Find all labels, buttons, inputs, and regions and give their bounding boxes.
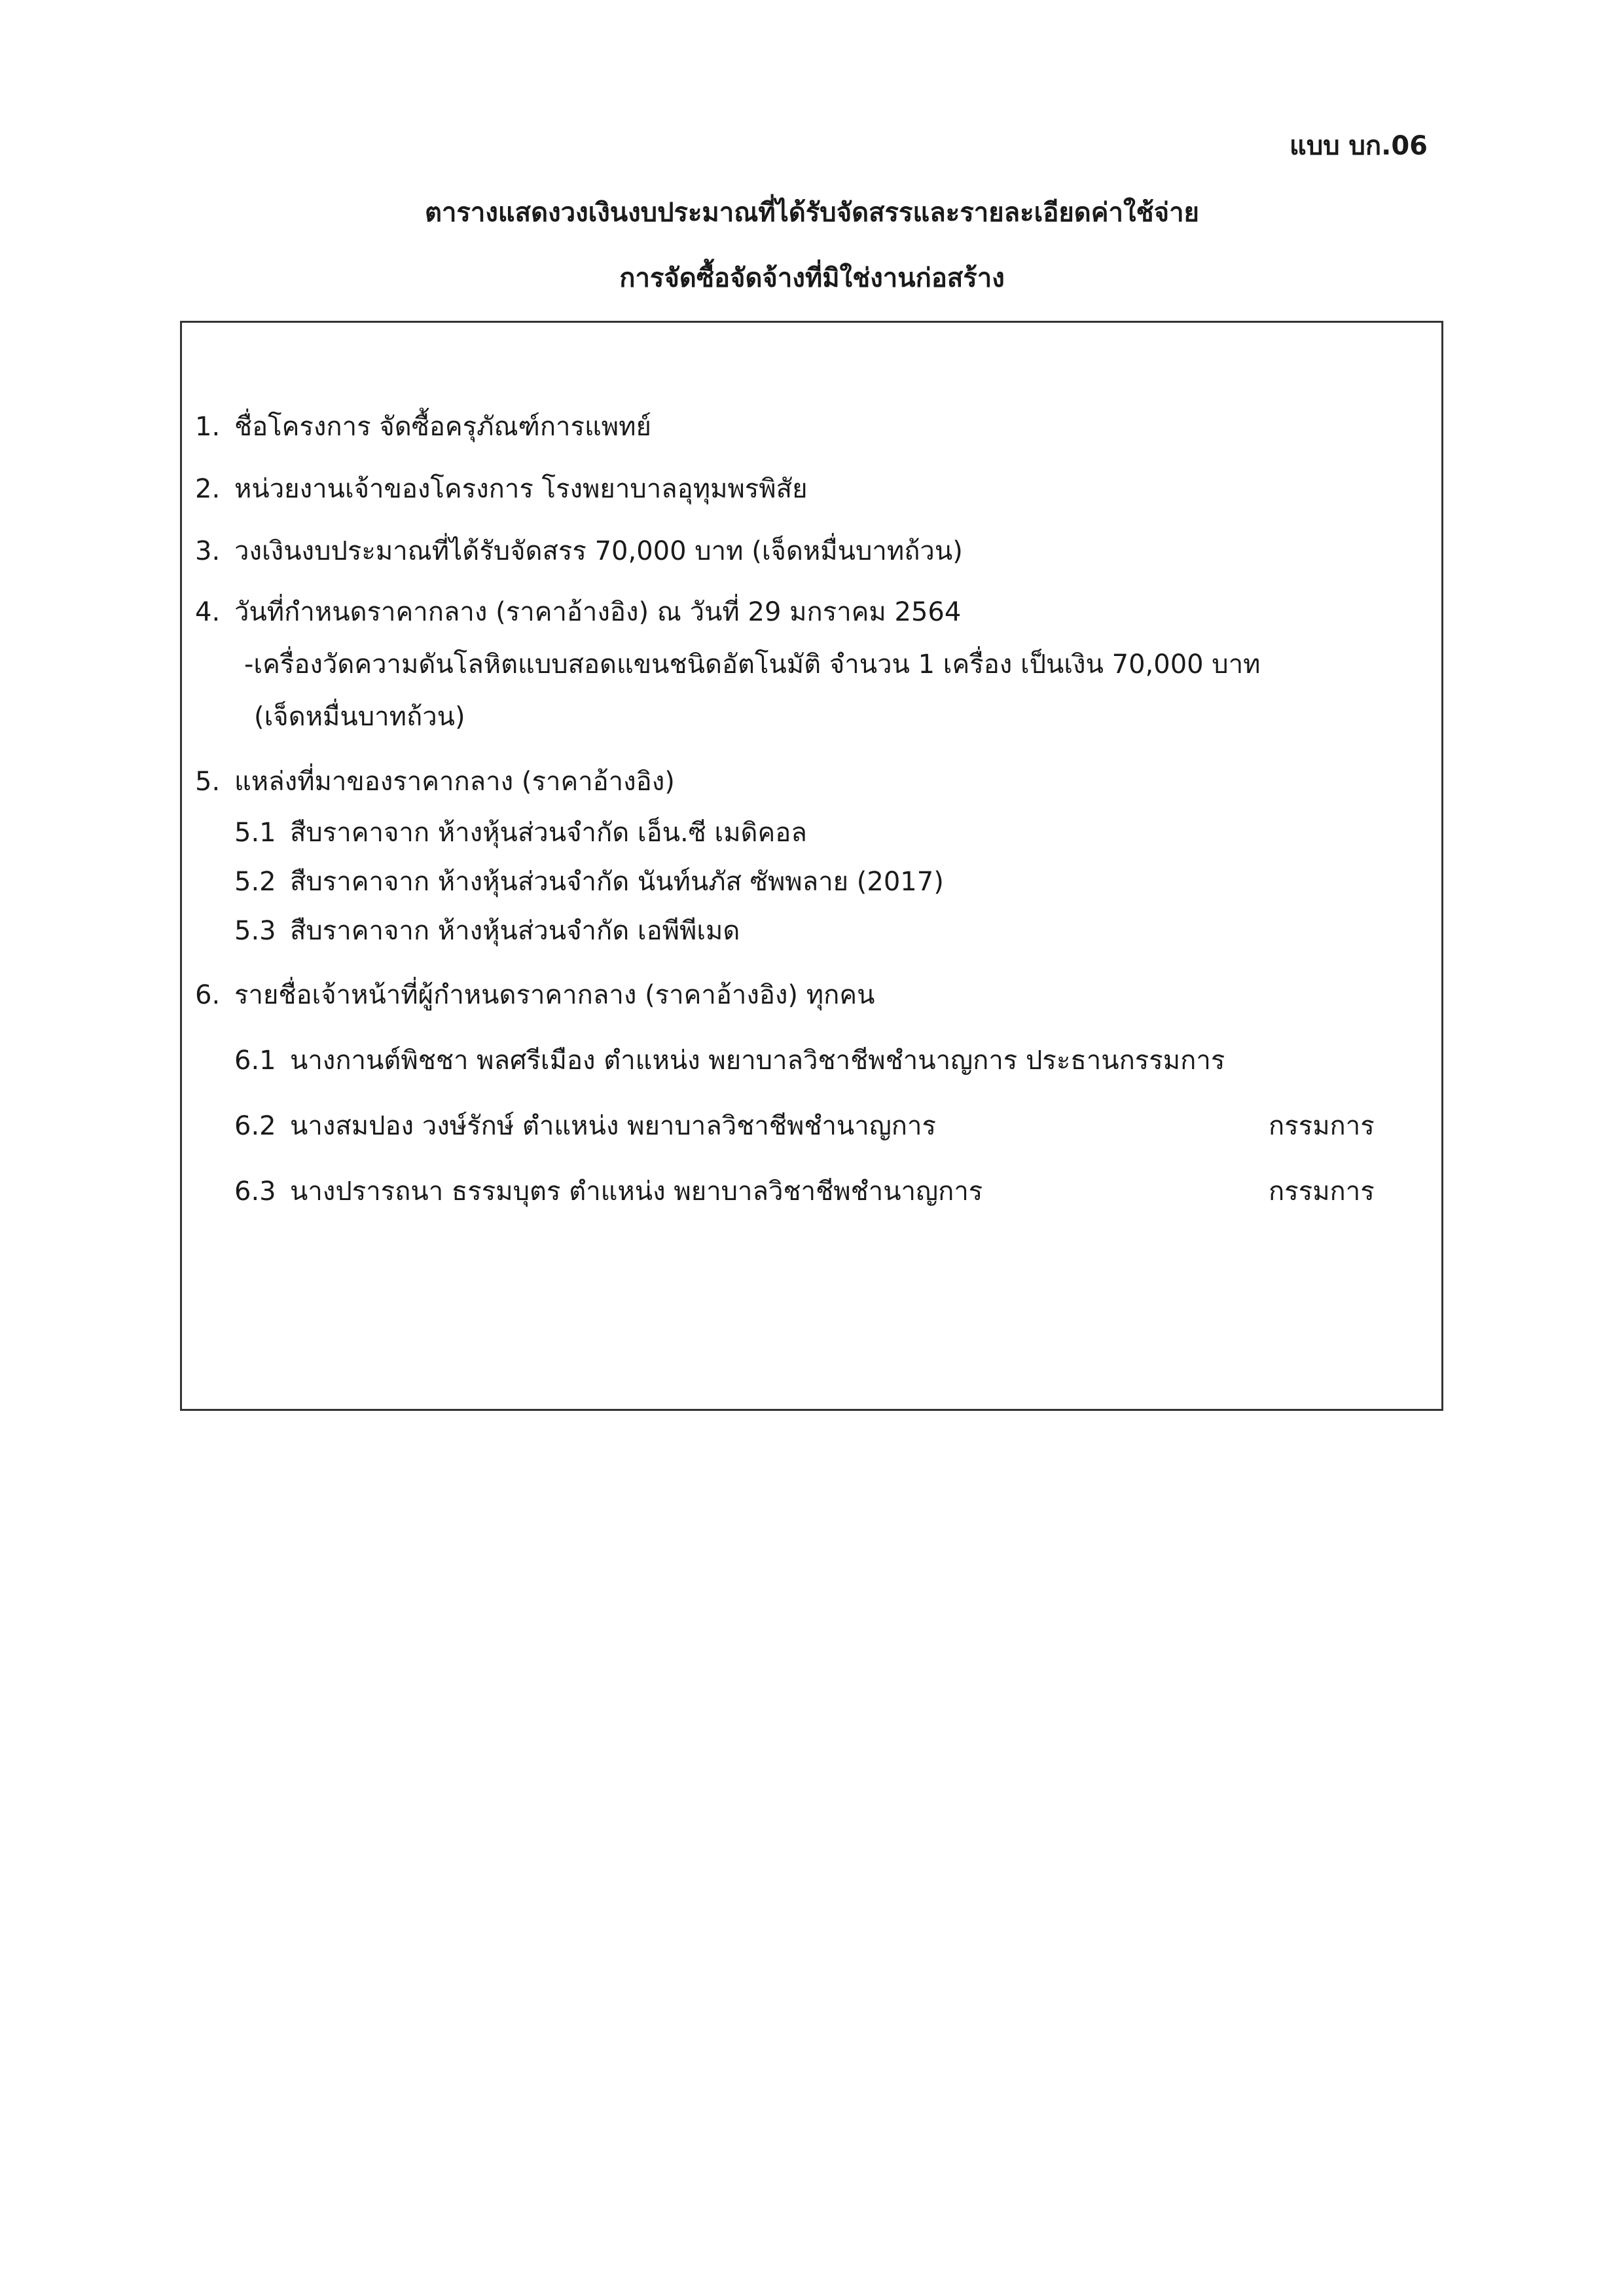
item-text: หน่วยงานเจ้าของโครงการ โรงพยาบาลอุทุมพรพิสัย <box>234 474 808 504</box>
item-owner-agency <box>195 473 808 505</box>
member-role: กรรมการ <box>1269 1111 1375 1141</box>
item-budget <box>195 536 963 567</box>
member-number: 6.1 <box>234 1046 276 1076</box>
member-text: นางสมปอง วงษ์รักษ์ ตำแหน่ง พยาบาลวิชาชีพชำนาญการ <box>290 1111 936 1141</box>
document-subtitle: การจัดซื้อจัดจ้างที่มิใช่งานก่อสร้าง <box>619 263 1005 293</box>
member-text: นางกานต์พิชชา พลศรีเมือง ตำแหน่ง พยาบาลวิชาชีพชำนาญการ ประธานกรรมการ <box>290 1046 1225 1076</box>
source-number: 5.1 <box>234 818 276 848</box>
item-number: 2. <box>195 474 221 504</box>
item-number: 5. <box>195 767 221 797</box>
item-reference-date <box>195 596 961 628</box>
item-number: 1. <box>195 412 221 442</box>
member-role: กรรมการ <box>1269 1176 1375 1207</box>
item-text: แหล่งที่มาของราคากลาง (ราคาอ้างอิง) <box>234 767 675 797</box>
source-item <box>234 915 740 947</box>
form-code: แบบ บก.06 <box>1290 131 1428 161</box>
committee-member <box>234 1176 1439 1207</box>
source-number: 5.2 <box>234 867 276 897</box>
item-project-name <box>195 411 651 443</box>
item-text: วงเงินงบประมาณที่ได้รับจัดสรร 70,000 บาท (เจ็ดหมื่นบาทถ้วน) <box>234 536 963 566</box>
item-committee <box>195 979 875 1011</box>
item-text: รายชื่อเจ้าหน้าที่ผู้กำหนดราคากลาง (ราคาอ้างอิง) ทุกคน <box>234 980 875 1010</box>
member-number: 6.3 <box>234 1176 276 1207</box>
item-number: 6. <box>195 980 221 1010</box>
member-number: 6.2 <box>234 1111 276 1141</box>
source-number: 5.3 <box>234 916 276 946</box>
source-item <box>234 817 807 848</box>
member-text: นางปรารถนา ธรรมบุตร ตำแหน่ง พยาบาลวิชาชีพชำนาญการ <box>290 1176 983 1207</box>
item-number: 4. <box>195 597 221 627</box>
item-amount-words: (เจ็ดหมื่นบาทถ้วน) <box>254 702 465 732</box>
item-text: ชื่อโครงการ จัดซื้อครุภัณฑ์การแพทย์ <box>234 412 651 442</box>
committee-member <box>234 1110 1439 1142</box>
item-text: วันที่กำหนดราคากลาง (ราคาอ้างอิง) ณ วันที่ 29 มกราคม 2564 <box>234 597 962 627</box>
source-text: สืบราคาจาก ห้างหุ้นส่วนจำกัด นันท์นภัส ซัพพลาย (2017) <box>290 867 944 897</box>
source-item <box>234 866 944 898</box>
committee-member <box>234 1045 1439 1076</box>
source-text: สืบราคาจาก ห้างหุ้นส่วนจำกัด เอพีพีเมด <box>290 916 740 946</box>
details-box <box>180 321 1443 1411</box>
document-title: ตารางแสดงวงเงินงบประมาณที่ได้รับจัดสรรและรายละเอียดค่าใช้จ่าย <box>424 198 1199 228</box>
source-text: สืบราคาจาก ห้างหุ้นส่วนจำกัด เอ็น.ซี เมดิคอล <box>290 818 807 848</box>
item-equipment-detail: -เครื่องวัดความดันโลหิตแบบสอดแขนชนิดอัตโนมัติ จำนวน 1 เครื่อง เป็นเงิน 70,000 บาท <box>244 649 1261 680</box>
item-number: 3. <box>195 536 221 566</box>
item-price-sources <box>195 766 675 797</box>
